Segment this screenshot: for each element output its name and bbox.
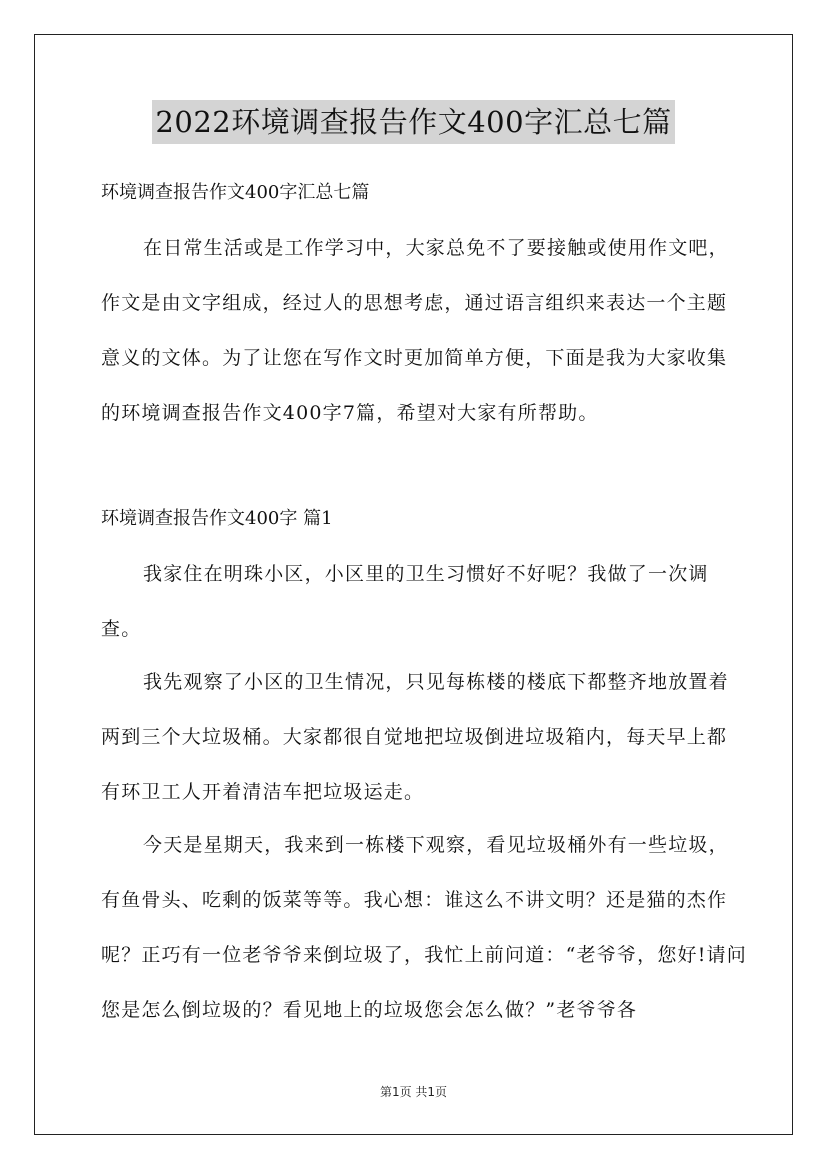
intro-paragraph: 在日常生活或是工作学习中，大家总免不了要接触或使用作文吧，作文是由文字组成，经过人的思想考虑，通过语言组织来表达一个主题意义的文体。为了让您在写作文时更加简单方便，下面是我为大家收集的环境调查报告作文400字7篇，希望对大家有所帮助。 (101, 237, 729, 424)
title-container (0, 100, 827, 144)
body-paragraph-1: 我家住在明珠小区，小区里的卫生习惯好不好呢？我做了一次调查。 (101, 563, 709, 640)
document-title: 2022环境调查报告作文400字汇总七篇 (152, 100, 674, 144)
section-heading: 环境调查报告作文400字 篇1 (101, 508, 333, 529)
document-subtitle: 环境调查报告作文400字汇总七篇 (101, 182, 370, 203)
body-paragraph-2: 我先观察了小区的卫生情况，只见每栋楼的楼底下都整齐地放置着两到三个大垃圾桶。大家都很自觉地把垃圾倒进垃圾箱内，每天早上都有环卫工人开着清洁车把垃圾运走。 (101, 671, 729, 803)
body-paragraph-3: 今天是星期天，我来到一栋楼下观察，看见垃圾桶外有一些垃圾，有鱼骨头、吃剩的饭菜等等。我心想：谁这么不讲文明？还是猫的杰作呢？正巧有一位老爷爷来倒垃圾了，我忙上前问道：“老爷爷，您好!请问您是怎么倒垃圾的？看见地上的垃圾您会怎么做？”老爷爷各 (101, 834, 747, 1021)
page-footer: 第1页 共1页 (379, 1085, 448, 1099)
